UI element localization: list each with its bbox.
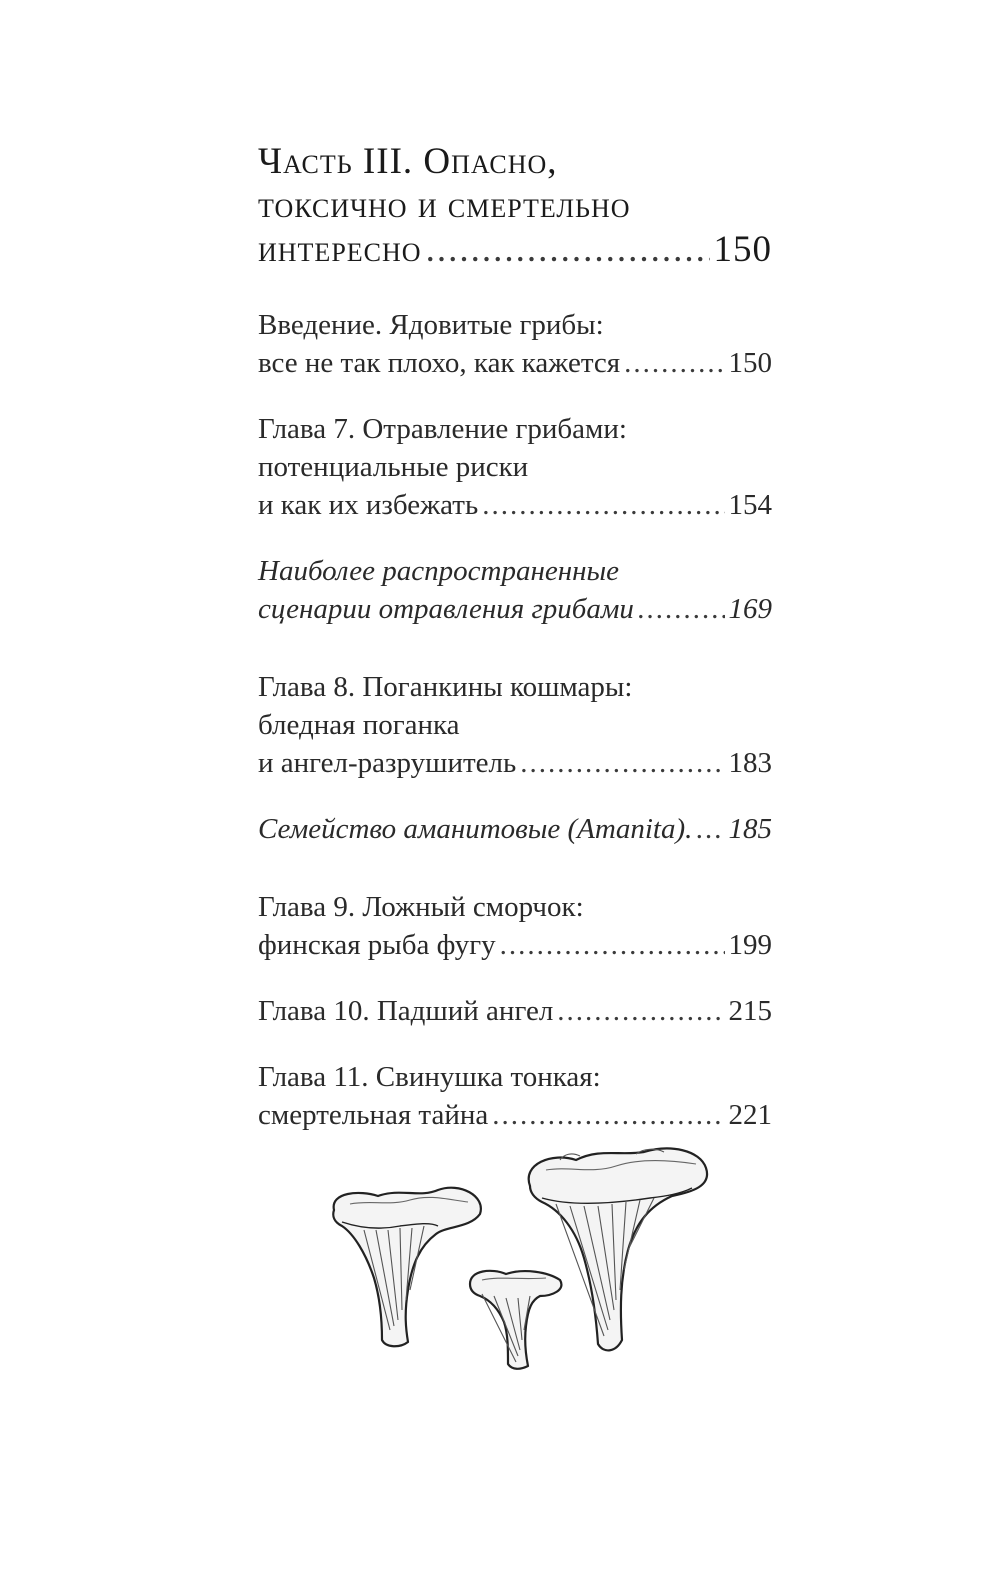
toc-leader-line [258,992,772,1030]
entry-line: Глава 8. Поганкины кошмары: [258,671,633,703]
toc-leader-line [258,590,772,628]
toc-entry-introduction [258,306,772,382]
part-heading-line: интересно [258,229,422,270]
dot-leader [500,926,725,964]
page-number: 169 [728,593,772,625]
dot-leader [482,486,724,524]
toc-subentry-amanita [258,810,772,848]
toc-leader-line [258,1096,772,1134]
entry-line: сценарии отравления грибами [258,593,634,625]
toc-leader-line [258,926,772,964]
chanterelle-left-icon [333,1188,481,1347]
page-number: 221 [728,1099,772,1131]
page-number: 183 [728,747,772,779]
dot-leader [426,228,710,272]
part-heading-line: токсично и смертельно [258,185,631,226]
page-number: 154 [728,489,772,521]
page-number: 150 [713,229,772,270]
entry-line: Глава 7. Отравление грибами: [258,413,627,445]
dot-leader [557,992,724,1030]
page-number: 185 [728,813,772,845]
dot-leader [624,344,724,382]
entry-line: смертельная тайна [258,1099,489,1131]
toc-leader-line [258,744,772,782]
entry-line: Глава 10. Падший ангел [258,995,554,1027]
entry-line: Семейство аманитовые (Amanita). [258,813,693,845]
toc-entry-chapter-7 [258,410,772,524]
page-number: 150 [728,347,772,379]
table-of-contents [258,140,772,1134]
entry-line: и как их избежать [258,489,479,521]
entry-line: Глава 11. Свинушка тонкая: [258,1061,601,1093]
entry-line: потенциальные риски [258,451,529,483]
mushroom-illustration [320,1130,720,1390]
toc-leader-line [258,486,772,524]
toc-entry-chapter-11 [258,1058,772,1134]
entry-line: финская рыба фугу [258,929,496,961]
toc-leader-line [258,344,772,382]
page-number: 215 [728,995,772,1027]
dot-leader [638,590,725,628]
dot-leader [520,744,724,782]
entry-line: Введение. Ядовитые грибы: [258,309,604,341]
part-heading [258,140,772,272]
dot-leader [696,810,724,848]
toc-entry-chapter-10 [258,992,772,1030]
dot-leader [492,1096,724,1134]
toc-leader-line [258,810,772,848]
toc-leader-line [258,228,772,272]
entry-line: Наиболее распространенные [258,555,620,587]
toc-entry-chapter-8 [258,668,772,782]
page-number: 199 [728,929,772,961]
entry-line: бледная поганка [258,709,460,741]
part-heading-line: Часть III. Опасно, [258,141,558,182]
chanterelle-right-icon [529,1149,707,1351]
toc-subentry-poisoning-scenarios [258,552,772,628]
chanterelle-small-icon [470,1271,561,1369]
entry-line: Глава 9. Ложный сморчок: [258,891,584,923]
entry-line: и ангел-разрушитель [258,747,517,779]
entry-line: все не так плохо, как кажется [258,347,621,379]
toc-entry-chapter-9 [258,888,772,964]
